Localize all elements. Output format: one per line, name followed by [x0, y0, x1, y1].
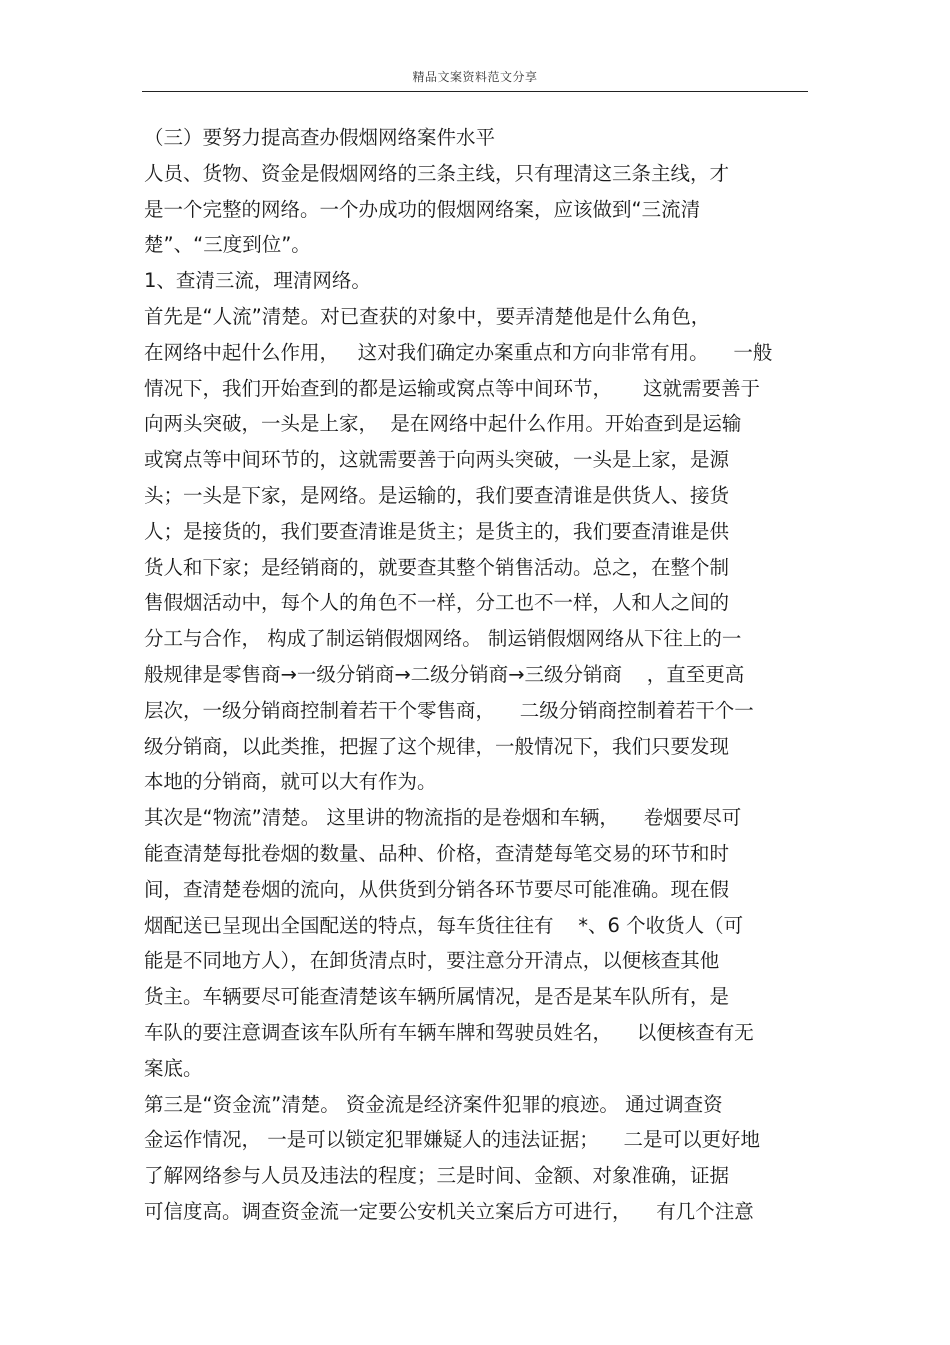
page-header: 精品文案资料范文分享 — [412, 70, 538, 84]
text-line: 人员、货物、资金是假烟网络的三条主线，只有理清这三条主线，才 — [144, 161, 730, 185]
text-line: 货主。车辆要尽可能查清楚该车辆所属情况，是否是某车队所有，是 — [144, 985, 730, 1009]
text-line: 烟配送已呈现出全国配送的特点，每车货往往有 *、6 个收货人（可 — [144, 913, 744, 937]
text-line: 能查清楚每批卷烟的数量、品种、价格，查清楚每笔交易的环节和时 — [144, 841, 730, 865]
text-line: 首先是“人流”清楚。对已查获的对象中，要弄清楚他是什么角色， — [144, 304, 711, 328]
text-line: 头；一头是下家，是网络。是运输的，我们要查清谁是供货人、接货 — [144, 483, 730, 507]
text-line: 级分销商，以此类推，把握了这个规律，一般情况下，我们只要发现 — [144, 734, 730, 758]
document-body — [144, 120, 814, 1230]
text-line: 可信度高。调查资金流一定要公安机关立案后方可进行， 有几个注意 — [144, 1199, 754, 1223]
text-line: 向两头突破，一头是上家， 是在网络中起什么作用。开始查到是运输 — [144, 412, 742, 436]
text-line: 能是不同地方人），在卸货清点时，要注意分开清点，以便核查其他 — [144, 949, 720, 973]
text-line: 或窝点等中间环节的，这就需要善于向两头突破，一头是上家，是源 — [144, 448, 730, 472]
text-line: 般规律是零售商→一级分销商→二级分销商→三级分销商 ，直至更高 — [144, 662, 745, 686]
text-line: 了解网络参与人员及违法的程度；三是时间、金额、对象准确，证据 — [144, 1164, 730, 1188]
text-line: 金运作情况， 一是可以锁定犯罪嫌疑人的违法证据； 二是可以更好地 — [144, 1128, 760, 1152]
text-line: 案底。 — [144, 1056, 203, 1080]
heading-section-three: （三）要努力提高查办假烟网络案件水平 — [144, 126, 496, 149]
text-line: 是一个完整的网络。一个办成功的假烟网络案，应该做到“三流清 — [144, 197, 701, 221]
text-line: 层次，一级分销商控制着若干个零售商， 二级分销商控制着若干个一 — [144, 698, 754, 722]
text-line: 在网络中起什么作用， 这对我们确定办案重点和方向非常有用。 一般 — [144, 340, 773, 364]
text-line: 人；是接货的，我们要查清谁是货主；是货主的，我们要查清谁是供 — [144, 519, 730, 543]
text-line: 间，查清楚卷烟的流向，从供货到分销各环节要尽可能准确。现在假 — [144, 877, 730, 901]
subheading-point-one: 1、查清三流，理清网络。 — [144, 269, 371, 293]
text-line: 第三是“资金流”清楚。 资金流是经济案件犯罪的痕迹。 通过调查资 — [144, 1092, 723, 1116]
text-line: 货人和下家；是经销商的，就要查其整个销售活动。总之，在整个制 — [144, 555, 730, 579]
text-line: 楚”、“三度到位”。 — [144, 233, 311, 257]
text-line: 情况下，我们开始查到的都是运输或窝点等中间环节， 这就需要善于 — [144, 376, 760, 400]
text-line: 车队的要注意调查该车队所有车辆车牌和驾驶员姓名， 以便核查有无 — [144, 1020, 754, 1044]
text-line: 其次是“物流”清楚。 这里讲的物流指的是卷烟和车辆， 卷烟要尽可 — [144, 806, 742, 830]
text-line: 分工与合作， 构成了制运销假烟网络。 制运销假烟网络从下往上的一 — [144, 627, 742, 651]
text-line: 售假烟活动中，每个人的角色不一样，分工也不一样，人和人之间的 — [144, 591, 730, 615]
text-line: 本地的分销商，就可以大有作为。 — [144, 770, 437, 794]
header-divider — [142, 91, 808, 92]
